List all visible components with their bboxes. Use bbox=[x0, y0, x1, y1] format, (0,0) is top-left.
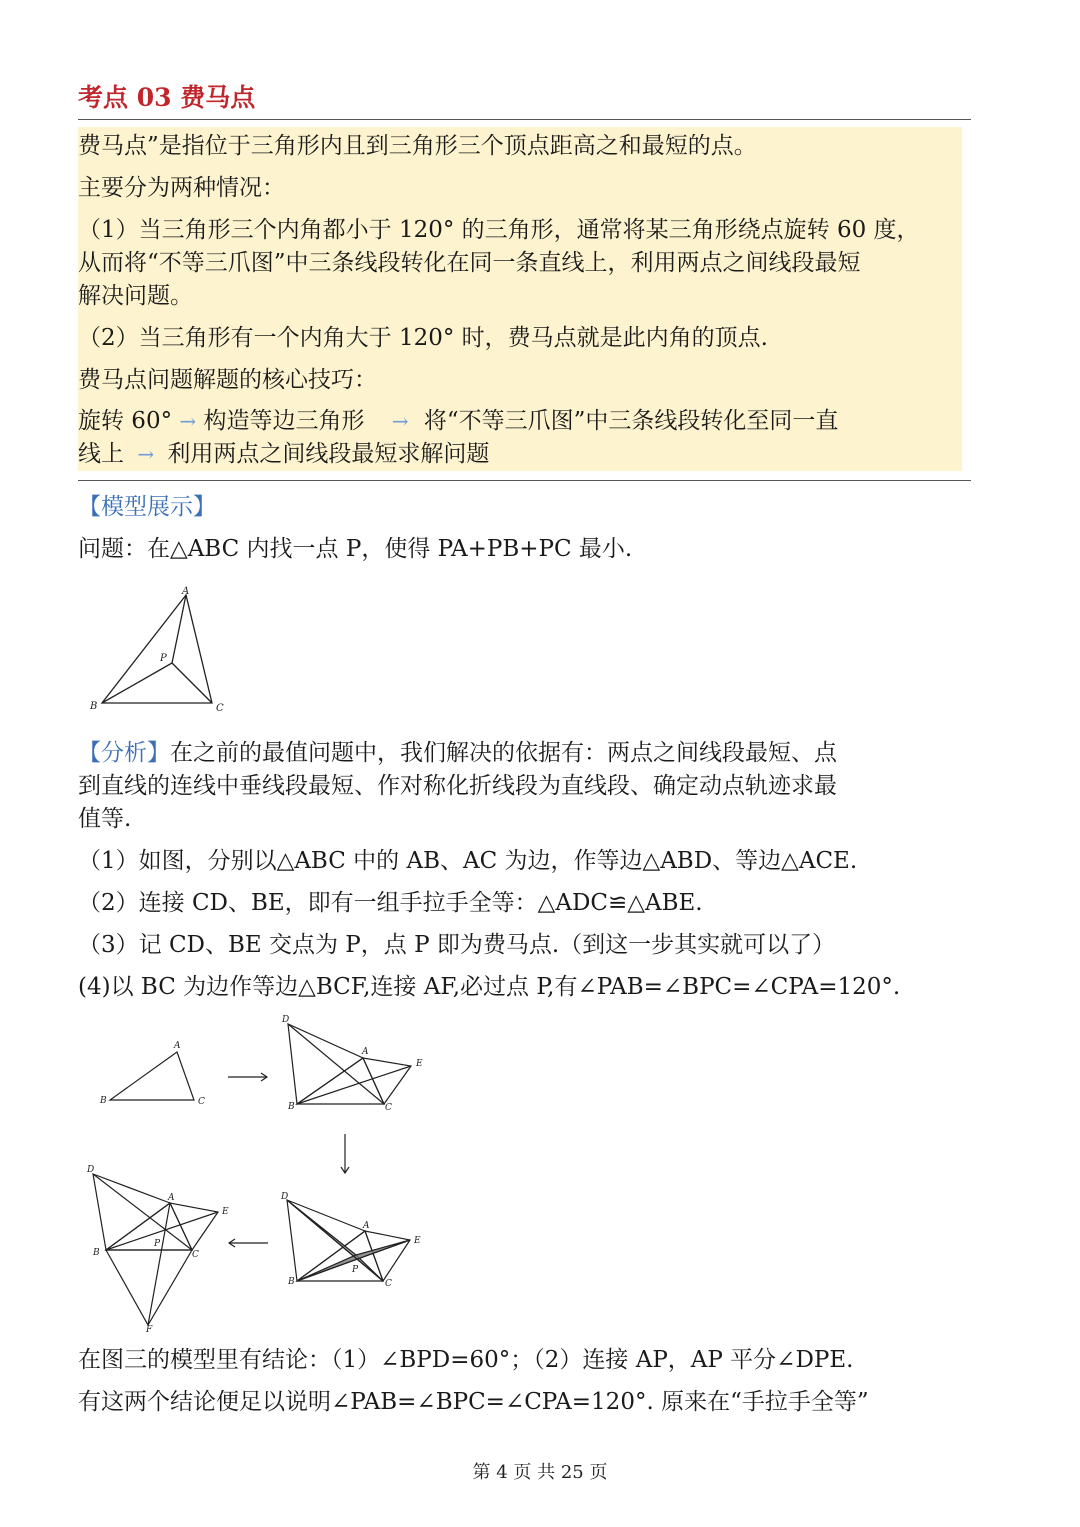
figure-construction-sequence bbox=[80, 1010, 440, 1335]
top-divider bbox=[78, 119, 971, 120]
label-d: D bbox=[281, 1192, 289, 1202]
right-arrow-icon: → bbox=[179, 409, 197, 433]
label-b: B bbox=[100, 1096, 107, 1106]
box-line-9 bbox=[78, 439, 489, 469]
section-title: 考点 03 费马点 bbox=[78, 83, 256, 112]
label-b: B bbox=[288, 1102, 295, 1112]
box-line-3: （1）当三角形三个内角都小于 120° 的三角形，通常将某三角形绕点旋转 60 度， bbox=[78, 217, 920, 243]
label-p: P bbox=[154, 1239, 161, 1249]
right-arrow-icon: → bbox=[137, 442, 155, 466]
label-c: C bbox=[385, 1103, 392, 1113]
right-arrow-icon: → bbox=[391, 409, 409, 433]
box-bottom-divider bbox=[78, 480, 971, 481]
step-2: （2）连接 CD、BE，即有一组手拉手全等：△ADC≌△ABE. bbox=[78, 890, 703, 916]
step-rotate: 旋转 60° bbox=[78, 408, 173, 434]
label-a: A bbox=[168, 1193, 175, 1203]
label-a: A bbox=[362, 1047, 369, 1057]
step-4: (4)以 BC 为边作等边△BCF,连接 AF,必过点 P,有∠PAB=∠BPC=∠CPA=120°. bbox=[78, 974, 901, 1000]
label-d: D bbox=[282, 1015, 290, 1025]
conclusion-line-1: 在图三的模型里有结论：（1）∠BPD=60°；（2）连接 AP，AP 平分∠DPE. bbox=[78, 1347, 854, 1373]
label-b: B bbox=[93, 1248, 100, 1258]
box-line-7: 费马点问题解题的核心技巧： bbox=[78, 367, 377, 393]
label-e: E bbox=[416, 1059, 423, 1069]
box-line-1: 费马点”是指位于三角形内且到三角形三个顶点距高之和最短的点。 bbox=[78, 133, 757, 159]
step-construct: 构造等边三角形 bbox=[203, 408, 365, 434]
step-line: 线上 bbox=[78, 441, 124, 467]
page-footer: 第 4 页 共 25 页 bbox=[472, 1462, 608, 1483]
box-line-8 bbox=[78, 406, 838, 436]
box-line-2: 主要分为两种情况： bbox=[78, 175, 285, 201]
box-line-6: （2）当三角形有一个内角大于 120° 时，费马点就是此内角的顶点. bbox=[78, 325, 768, 351]
label-p: P bbox=[352, 1265, 359, 1275]
label-d: D bbox=[87, 1165, 95, 1175]
analysis-line-2: 到直线的连线中垂线段最短、作对称化折线段为直线段、确定动点轨迹求最 bbox=[78, 773, 837, 799]
label-b: B bbox=[288, 1277, 295, 1287]
conclusion-line-2: 有这两个结论便足以说明∠PAB=∠BPC=∠CPA=120°. 原来在“手拉手全等” bbox=[78, 1389, 869, 1415]
label-b: B bbox=[90, 701, 98, 712]
label-c: C bbox=[385, 1279, 392, 1289]
box-line-5: 解决问题。 bbox=[78, 283, 193, 309]
label-e: E bbox=[414, 1236, 421, 1246]
figure-triangle-abc bbox=[84, 585, 244, 715]
label-e: E bbox=[222, 1207, 229, 1217]
label-f: F bbox=[146, 1325, 153, 1335]
analysis-line-3: 值等. bbox=[78, 806, 132, 832]
model-heading: 【模型展示】 bbox=[78, 494, 216, 520]
label-a: A bbox=[182, 586, 190, 597]
label-c: C bbox=[216, 703, 224, 714]
step-1: （1）如图，分别以△ABC 中的 AB、AC 为边，作等边△ABD、等边△ACE. bbox=[78, 848, 858, 874]
label-c: C bbox=[192, 1250, 199, 1260]
step-solve: 利用两点之间线段最短求解问题 bbox=[167, 441, 490, 467]
step-3: （3）记 CD、BE 交点为 P，点 P 即为费马点.（到这一步其实就可以了） bbox=[78, 932, 836, 958]
label-a: A bbox=[363, 1221, 370, 1231]
box-line-4: 从而将“不等三爪图”中三条线段转化在同一条直线上，利用两点之间线段最短 bbox=[78, 250, 861, 276]
label-a: A bbox=[174, 1041, 181, 1051]
step-transform: 将“不等三爪图”中三条线段转化至同一直 bbox=[423, 408, 839, 434]
analysis-line-1: 【分析】在之前的最值问题中，我们解决的依据有：两点之间线段最短、点 bbox=[78, 740, 837, 766]
label-c: C bbox=[198, 1097, 205, 1107]
analysis-heading: 【分析】 bbox=[78, 740, 170, 766]
model-problem: 问题：在△ABC 内找一点 P，使得 PA+PB+PC 最小. bbox=[78, 536, 633, 562]
label-p: P bbox=[160, 653, 167, 664]
